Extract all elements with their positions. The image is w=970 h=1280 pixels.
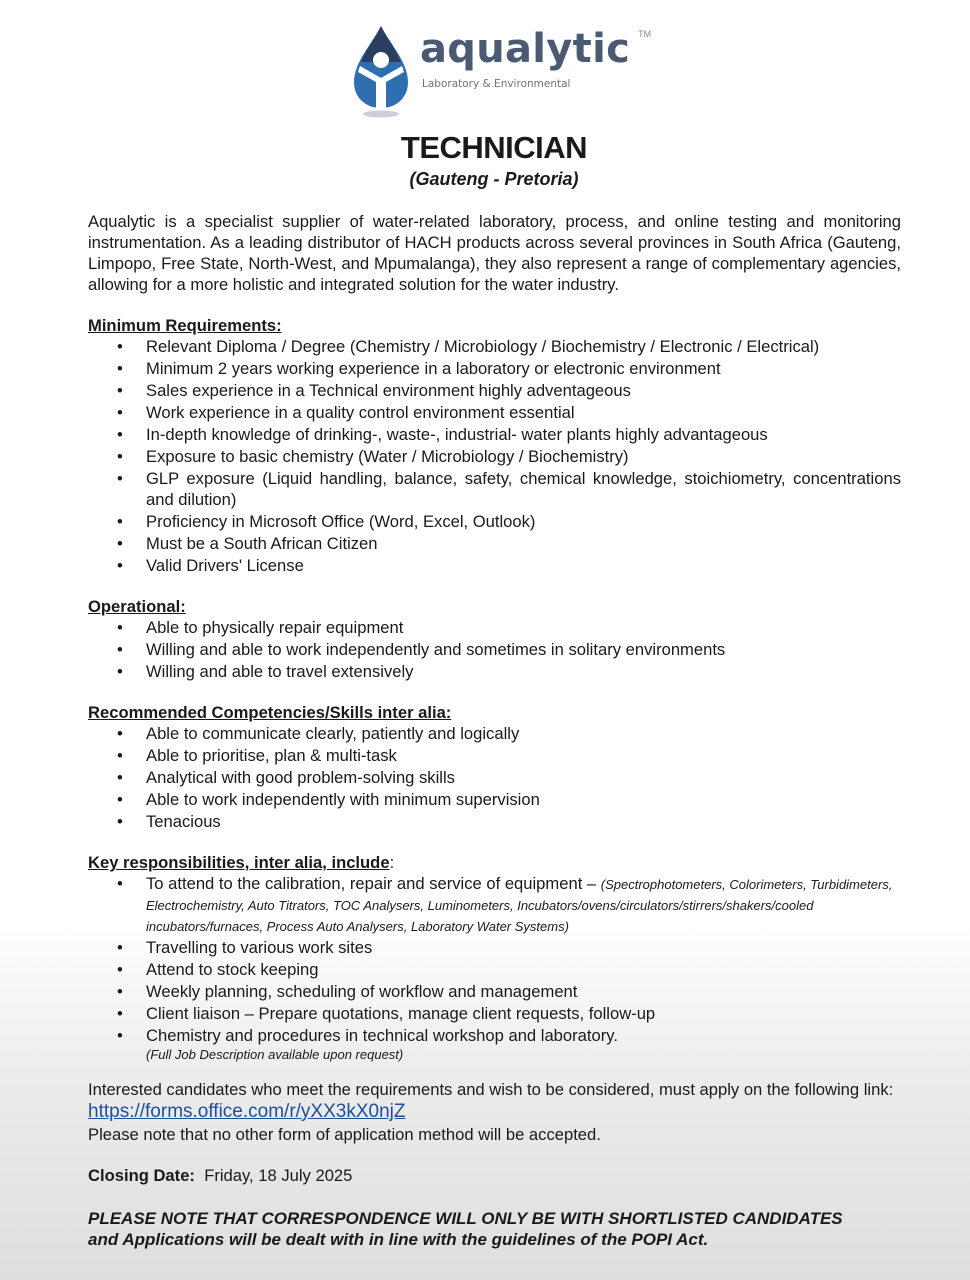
job-description — [88, 211, 901, 1250]
apply-instructions: Interested candidates who meet the requirements and wish to be considered, must apply on the following link: — [88, 1080, 894, 1099]
responsibilities-list — [88, 873, 901, 1063]
notice-line-2: and Applications will be dealt with in line with the guidelines of the POPI Act. — [88, 1230, 709, 1249]
section-heading: Key responsibilities, inter alia, include — [88, 853, 390, 872]
brand-wordmark: aqualytic — [420, 26, 631, 72]
job-title: TECHNICIAN — [400, 130, 588, 165]
list-item — [146, 1025, 901, 1063]
company-logo — [350, 24, 651, 124]
application-link[interactable]: https://forms.office.com/r/yXX3kX0njZ — [88, 1101, 406, 1122]
section-heading: Minimum Requirements: — [88, 316, 282, 335]
list-item: • Relevant Diploma / Degree (Chemistry / Microbiology / Biochemistry / Electronic / Electrical) — [146, 336, 901, 357]
list-item: • Proficiency in Microsoft Office (Word, Excel, Outlook) — [146, 511, 901, 532]
list-item: • Tenacious — [146, 811, 901, 832]
list-item: • Exposure to basic chemistry (Water / Microbiology / Biochemistry) — [146, 446, 901, 467]
list-item: • GLP exposure (Liquid handling, balance, safety, chemical knowledge, stoichiometry, concentrations and dilution) — [146, 468, 901, 510]
apply-section — [88, 1079, 901, 1145]
list-item: • Work experience in a quality control environment essential — [146, 402, 901, 423]
section-heading: Recommended Competencies/Skills inter alia: — [88, 703, 452, 722]
list-item: • In-depth knowledge of drinking-, waste-, industrial- water plants highly advantageous — [146, 424, 901, 445]
list-item: • Able to physically repair equipment — [146, 617, 901, 638]
list-item: • Analytical with good problem-solving skills — [146, 767, 901, 788]
list-item: • Attend to stock keeping — [146, 959, 901, 980]
list-item-text: To attend to the calibration, repair and service of equipment – — [146, 874, 601, 893]
brand-tagline: Laboratory & Environmental — [422, 78, 571, 90]
trademark-mark: TM — [638, 29, 652, 39]
job-location: (Gauteng - Pretoria) — [409, 169, 579, 189]
closing-date — [88, 1165, 901, 1186]
heading-colon: : — [389, 853, 395, 872]
logo-text — [420, 24, 651, 91]
section-responsibilities — [88, 852, 901, 1063]
closing-date-value: Friday, 18 July 2025 — [204, 1166, 353, 1185]
application-method-note: Please note that no other form of application method will be accepted. — [88, 1125, 601, 1144]
closing-date-label: Closing Date: — [88, 1166, 195, 1185]
list-item: • Must be a South African Citizen — [146, 533, 901, 554]
full-description-note: (Full Job Description available upon request) — [146, 1047, 404, 1062]
list-item: • Travelling to various work sites — [146, 937, 901, 958]
section-heading: Operational: — [88, 597, 186, 616]
list-item: • Willing and able to travel extensively — [146, 661, 901, 682]
competencies-list — [88, 723, 901, 832]
logo-wordrow — [420, 24, 651, 74]
section-operational — [88, 596, 901, 682]
list-item: • Able to work independently with minimum supervision — [146, 789, 901, 810]
list-item: • Valid Drivers' License — [146, 555, 901, 576]
list-item — [146, 873, 901, 936]
requirements-list — [88, 336, 901, 576]
popi-notice — [88, 1208, 901, 1250]
section-minimum-requirements — [88, 315, 901, 576]
list-item: • Able to communicate clearly, patiently and logically — [146, 723, 901, 744]
list-item: • Minimum 2 years working experience in a laboratory or electronic environment — [146, 358, 901, 379]
list-item-text: Chemistry and procedures in technical workshop and laboratory. — [146, 1026, 618, 1045]
company-intro: Aqualytic is a specialist supplier of water-related laboratory, process, and online testing and monitoring instrumentation. As a leading distributor of HACH products across several provinces in South Africa (Gauteng, Limpopo, Free State, North-West, and Mpumalanga), they also represent a range of complementary agencies, allowing for a more holistic and integrated solution for the water industry. — [88, 212, 901, 294]
equipment-list: (Spectrophotometers, Colorimeters, Turbidimeters, Electrochemistry, Auto Titrators, TOC Analysers, Luminometers, Incubators/ovens/circulators/stirrers/shakers/cooled incubators/furnaces, Process Auto Analysers, Laboratory Water Systems) — [146, 877, 893, 934]
list-item: • Weekly planning, scheduling of workflow and management — [146, 981, 901, 1002]
list-item: • Sales experience in a Technical environment highly adventageous — [146, 380, 901, 401]
notice-line-1: PLEASE NOTE THAT CORRESPONDENCE WILL ONLY BE WITH SHORTLISTED CANDIDATES — [88, 1209, 843, 1228]
section-heading-row — [88, 852, 901, 873]
operational-list — [88, 617, 901, 682]
section-competencies — [88, 702, 901, 832]
list-item: • Willing and able to work independently and sometimes in solitary environments — [146, 639, 901, 660]
list-item: • Client liaison – Prepare quotations, manage client requests, follow-up — [146, 1003, 901, 1024]
list-item: • Able to prioritise, plan & multi-task — [146, 745, 901, 766]
water-drop-logo-icon — [350, 24, 412, 120]
